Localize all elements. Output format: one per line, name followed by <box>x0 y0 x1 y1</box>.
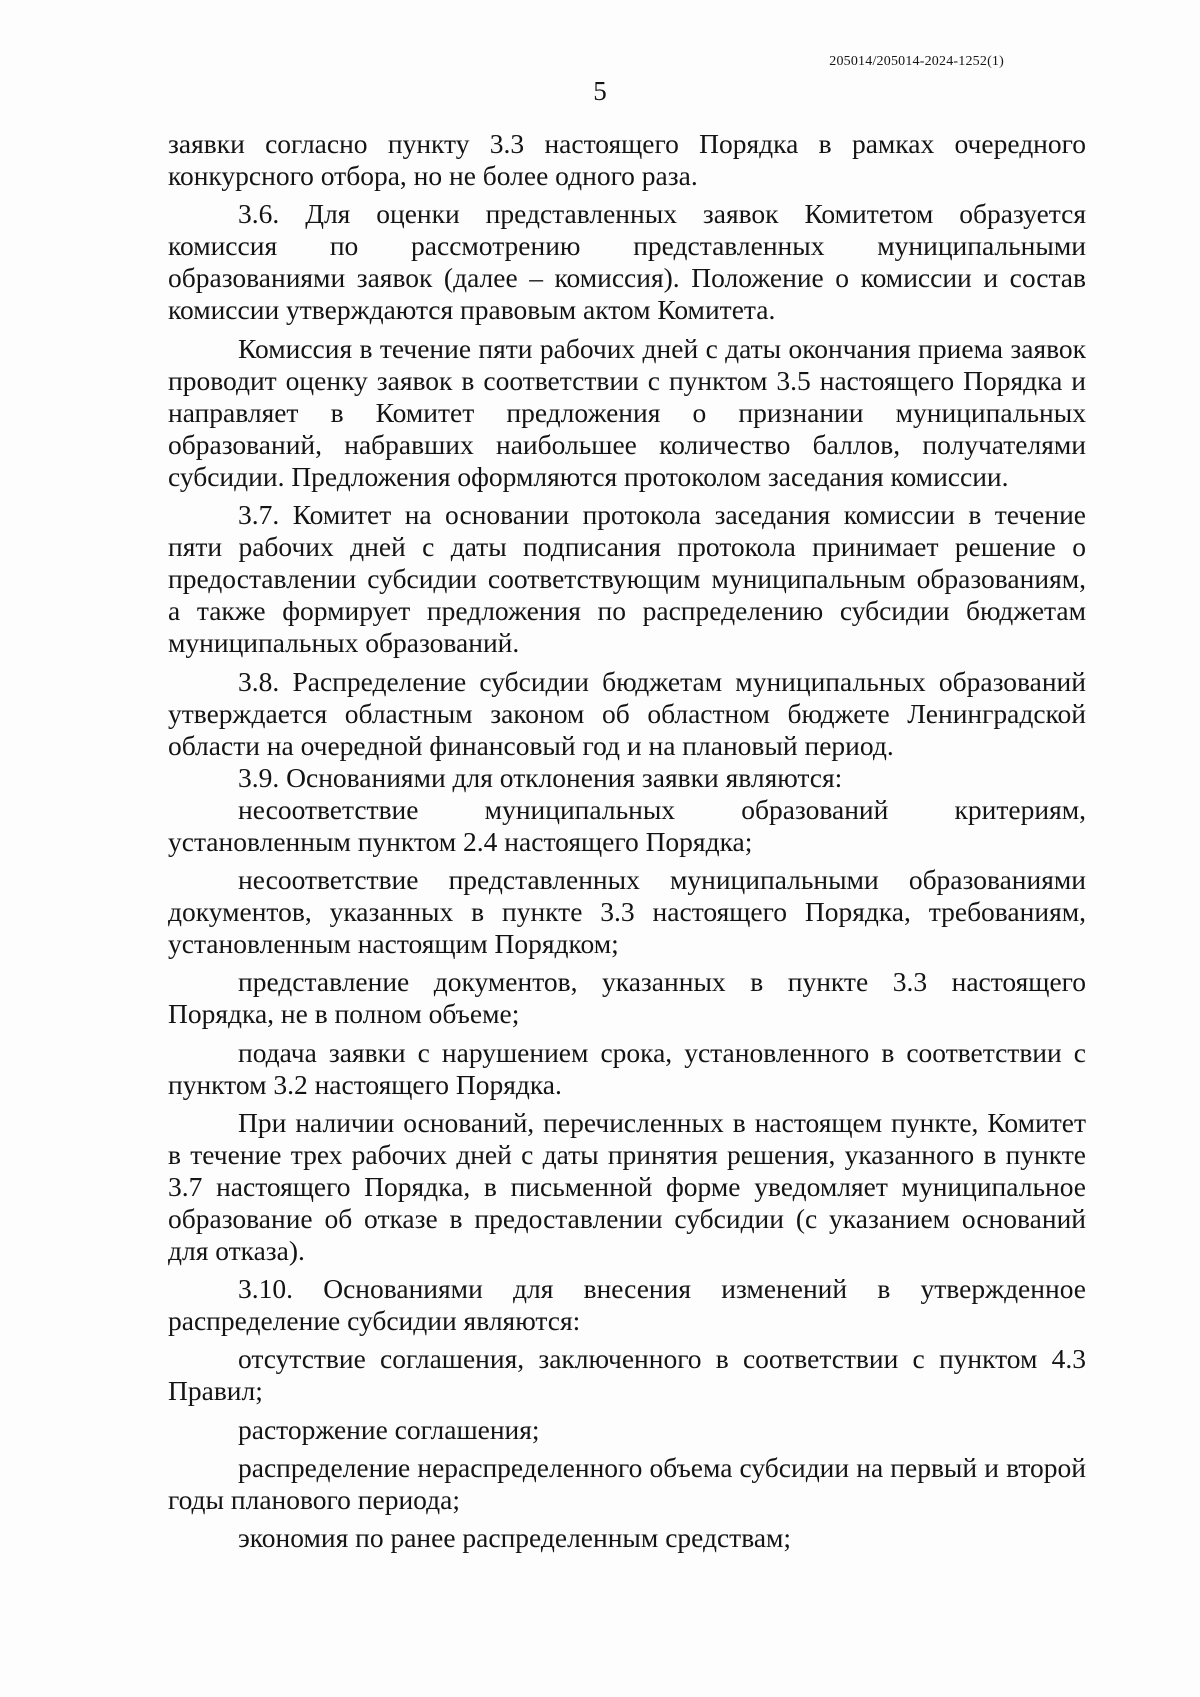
paragraph-refusal-notice: При наличии оснований, перечисленных в настоящем пункте, Комитет в течение трех рабочих дней с даты принятия решения, указанного в пункте 3.7 настоящего Порядка, в письменной форме уведомляет муниципальное образование об отказе в предоставлении субсидии (с указанием оснований для отказа). <box>168 1106 1086 1267</box>
list-item-unallocated-volume: распределение нераспределенного объема субсидии на первый и второй годы планового периода; <box>168 1451 1086 1515</box>
list-item-incomplete-documents: представление документов, указанных в пункте 3.3 настоящего Порядка, не в полном объеме; <box>168 966 1086 1030</box>
paragraph-commission: Комиссия в течение пяти рабочих дней с даты окончания приема заявок проводит оценку заявок в соответствии с пунктом 3.5 настоящего Порядка и направляет в Комитет предложения о признании муниципальных образований, набравших наибольшее количество баллов, получателями субсидии. Предложения оформляются протоколом заседания комиссии. <box>168 332 1086 492</box>
list-item-savings: экономия по ранее распределенным средствам; <box>238 1521 792 1553</box>
list-item-termination: расторжение соглашения; <box>238 1413 540 1445</box>
paragraph-continuation: заявки согласно пункту 3.3 настоящего Порядка в рамках очередного конкурсного отбора, но не более одного раза. <box>168 128 1086 192</box>
document-code: 205014/205014-2024-1252(1) <box>829 54 1004 69</box>
page-number: 5 <box>593 76 607 106</box>
document-body <box>168 128 1086 1554</box>
paragraph-3-9: 3.9. Основаниями для отклонения заявки являются: <box>238 761 843 793</box>
paragraph-3-6: 3.6. Для оценки представленных заявок Комитетом образуется комиссия по рассмотрению представленных муниципальными образованиями заявок (далее – комиссия). Положение о комиссии и состав комиссии утверждаются правовым актом Комитета. <box>168 198 1086 326</box>
list-item-no-agreement: отсутствие соглашения, заключенного в соответствии с пунктом 4.3 Правил; <box>168 1343 1086 1407</box>
paragraph-3-8: 3.8. Распределение субсидии бюджетам муниципальных образований утверждается областным законом об областном бюджете Ленинградской области на очередной финансовый год и на плановый период. <box>168 665 1086 761</box>
list-item-documents-requirements: несоответствие представленных муниципальными образованиями документов, указанных в пункте 3.3 настоящего Порядка, требованиям, установленным настоящим Порядком; <box>168 864 1086 960</box>
list-item-criteria: несоответствие муниципальных образований критериям, установленным пунктом 2.4 настоящего Порядка; <box>168 793 1086 857</box>
list-item-deadline: подача заявки с нарушением срока, установленного в соответствии с пунктом 3.2 настоящего Порядка. <box>168 1036 1086 1100</box>
paragraph-3-7: 3.7. Комитет на основании протокола заседания комиссии в течение пяти рабочих дней с даты подписания протокола принимает решение о предоставлении субсидии соответствующим муниципальным образованиям, а также формирует предложения по распределению субсидии бюджетам муниципальных образований. <box>168 499 1086 659</box>
paragraph-3-10: 3.10. Основаниями для внесения изменений в утвержденное распределение субсидии являются: <box>168 1273 1086 1337</box>
